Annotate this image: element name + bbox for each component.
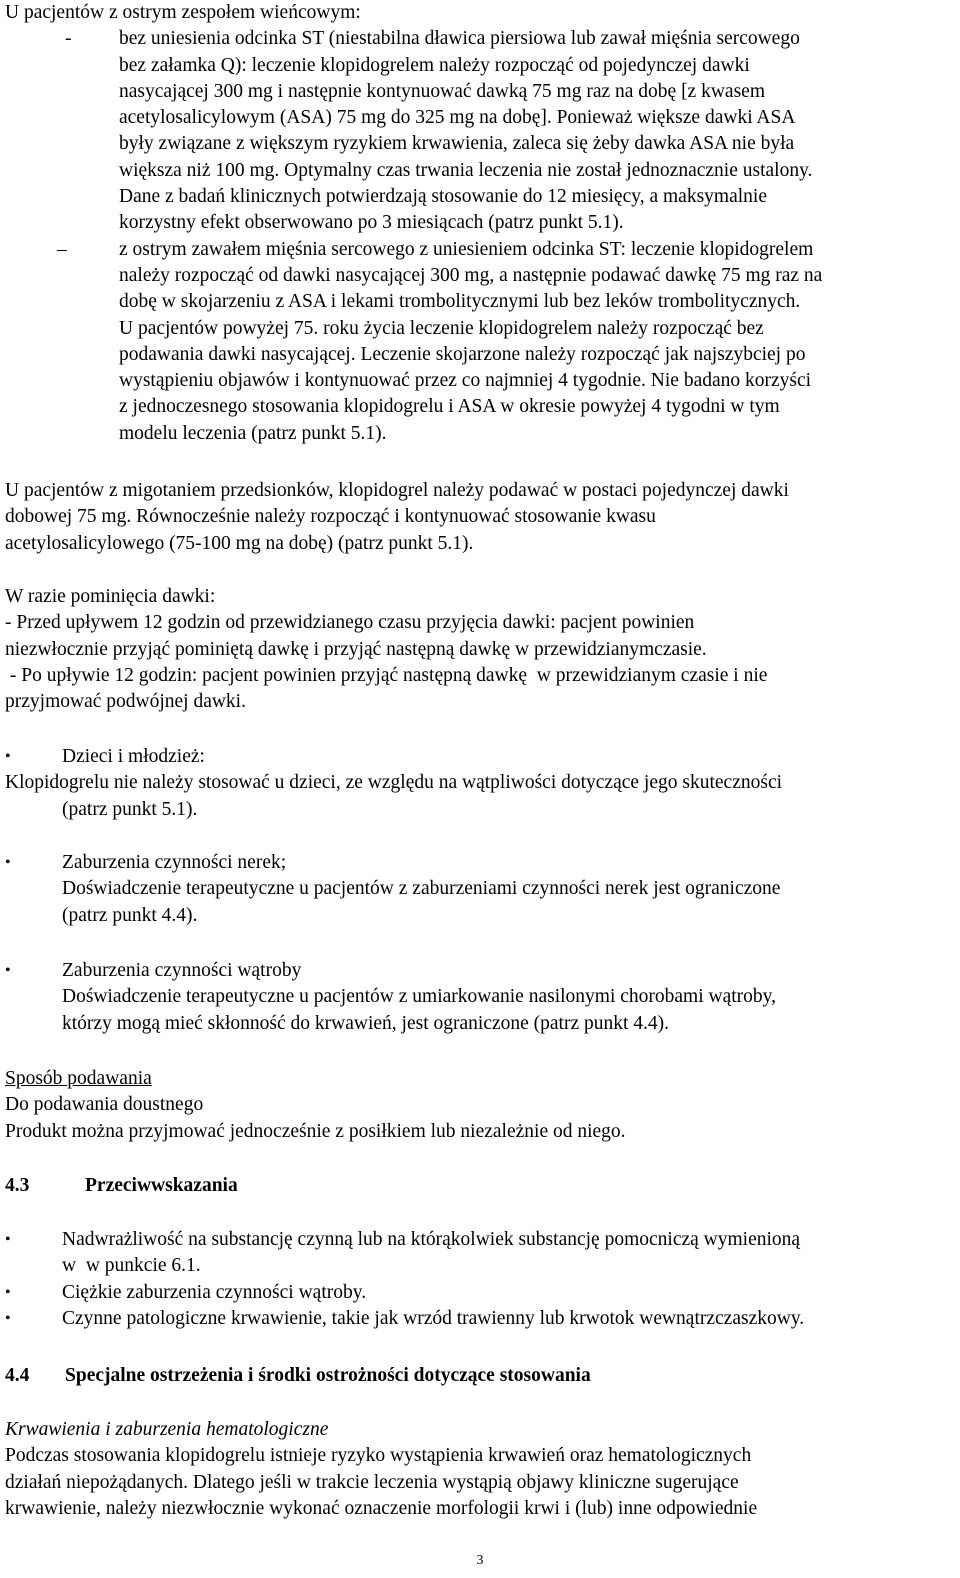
text-line: acetylosalicylowego (75-100 mg na dobę) (patrz punkt 5.1). xyxy=(5,532,474,554)
acs-item-stemi xyxy=(5,237,955,447)
bullet-icon: • xyxy=(5,748,11,765)
text-line: Do podawania doustnego xyxy=(5,1094,204,1116)
section-heading xyxy=(5,1363,955,1389)
text-line: wystąpieniu objawów i kontynuować przez co najmniej 4 tygodnie. Nie badano korzyści xyxy=(119,370,812,392)
text-line: bez uniesienia odcinka ST (niestabilna dławica piersiowa lub zawał mięśnia sercowego xyxy=(119,28,800,50)
bullet-icon: • xyxy=(5,1309,11,1327)
text-line: dobę w skojarzeniu z ASA i lekami trombolitycznymi lub bez leków trombolitycznych. xyxy=(119,291,801,313)
text-line: - Przed upływem 12 godzin od przewidzianego czasu przyjęcia dawki: pacjent powinien xyxy=(5,612,695,634)
text-line: (patrz punkt 5.1). xyxy=(62,798,198,820)
text-line: z jednoczesnego stosowania klopidogrelu i ASA w okresie powyżej 4 tygodni w tym xyxy=(119,396,780,418)
section-number: 4.4 xyxy=(5,1365,30,1386)
section-heading xyxy=(5,1173,955,1199)
children-section xyxy=(5,744,955,823)
text-line: Nadwrażliwość na substancję czynną lub na którąkolwiek substancję pomocniczą wymienioną xyxy=(62,1229,801,1250)
text-line: W razie pominięcia dawki: xyxy=(5,586,216,607)
bullet-item xyxy=(5,1280,955,1306)
text-line: Podczas stosowania klopidogrelu istnieje ryzyko wystąpienia krwawień oraz hematologicznych xyxy=(5,1445,752,1467)
text-line: Doświadczenie terapeutyczne u pacjentów z zaburzeniami czynności nerek jest ograniczone xyxy=(62,878,781,900)
text-line: Klopidogrelu nie należy stosować u dzieci, ze względu na wątpliwości dotyczące jego skuteczności xyxy=(5,772,783,794)
acs-intro: U pacjentów z ostrym zespołem wieńcowym: xyxy=(5,2,361,23)
acs-item-nstemi xyxy=(5,26,955,236)
text-line: Ciężkie zaburzenia czynności wątroby. xyxy=(62,1281,367,1303)
section-4-3 xyxy=(5,1173,955,1199)
bullet-icon: • xyxy=(5,1231,11,1248)
text-line: w w punkcie 6.1. xyxy=(62,1255,201,1277)
bullet-icon: • xyxy=(5,962,11,979)
text-line: dobowej 75 mg. Równocześnie należy rozpocząć i kontynuować stosowanie kwasu xyxy=(5,506,656,528)
bullet-item xyxy=(5,958,955,1037)
hepatic-title: Zaburzenia czynności wątroby xyxy=(62,960,302,981)
text-line: należy rozpocząć od dawki nasycającej 300 mg, a następnie podawać dawkę 75 mg raz na xyxy=(119,264,823,286)
section-4-4 xyxy=(5,1363,955,1389)
text-line: niezwłocznie przyjąć pominiętą dawkę i przyjąć następną dawkę w przewidzianymczasie. xyxy=(5,638,707,660)
bleeding-section xyxy=(5,1417,955,1522)
text-line: Doświadczenie terapeutyczne u pacjentów z umiarkowanie nasilonymi chorobami wątroby, xyxy=(62,986,777,1008)
text-line: krwawienie, należy niezwłocznie wykonać oznaczenie morfologii krwi i (lub) inne odpowiednie xyxy=(5,1497,758,1519)
text-line: którzy mogą mieć skłonność do krwawień, jest ograniczone (patrz punkt 4.4). xyxy=(62,1012,670,1034)
renal-title: Zaburzenia czynności nerek; xyxy=(62,852,287,873)
text-line: działań niepożądanych. Dlatego jeśli w trakcie leczenia wystąpią objawy kliniczne sugerujące xyxy=(5,1471,739,1493)
text-line: z ostrym zawałem mięśnia sercowego z uniesieniem odcinka ST: leczenie klopidogrelem xyxy=(119,238,814,260)
text-line: Czynne patologiczne krwawienie, takie jak wrzód trawienny lub krwotok wewnątrzczaszkowy. xyxy=(62,1307,805,1329)
bullet-item xyxy=(5,1306,955,1332)
bullet-icon: • xyxy=(5,854,11,871)
section-title: Specjalne ostrzeżenia i środki ostrożności dotyczące stosowania xyxy=(65,1365,591,1386)
text-line: Produkt można przyjmować jednocześnie z posiłkiem lub niezależnie od niego. xyxy=(5,1120,626,1142)
text-line: większa niż 100 mg. Optymalny czas trwania leczenia nie został jednoznacznie ustalony. xyxy=(119,159,813,181)
page-number: 3 xyxy=(476,1553,484,1568)
text-line: nasycającej 300 mg i następnie kontynuować dawką 75 mg raz na dobę [z kwasem xyxy=(119,80,765,102)
text-line: modelu leczenia (patrz punkt 5.1). xyxy=(119,422,387,444)
text-line: były związane z większym ryzykiem krwawienia, zaleca się żeby dawka ASA nie była xyxy=(119,133,795,155)
dash-marker: – xyxy=(57,238,67,260)
text-line: acetylosalicylowym (ASA) 75 mg do 325 mg na dobę]. Ponieważ większe dawki ASA xyxy=(119,107,796,129)
text-line: U pacjentów z migotaniem przedsionków, klopidogrel należy podawać w postaci pojedynczej dawki xyxy=(5,480,789,501)
text-line: korzystny efekt obserwowano po 3 miesiącach (patrz punkt 5.1). xyxy=(119,212,624,234)
renal-section xyxy=(5,850,955,929)
text-line: podawania dawki nasycającej. Leczenie skojarzone należy rozpocząć jak najszybciej po xyxy=(119,343,806,365)
bullet-icon: • xyxy=(5,1283,11,1301)
section-number: 4.3 xyxy=(5,1175,30,1196)
acs-section xyxy=(5,0,955,447)
text-line: - Po upływie 12 godzin: pacjent powinien przyjąć następną dawkę w przewidzianym czasie i nie xyxy=(5,664,768,686)
children-title: Dzieci i młodzież: xyxy=(62,746,205,767)
hepatic-section xyxy=(5,958,955,1037)
bullet-item xyxy=(5,850,955,929)
missed-dose-section xyxy=(5,584,955,715)
bullet-item xyxy=(5,744,955,770)
dash-marker: - xyxy=(65,28,72,50)
contraindications-list xyxy=(5,1227,955,1332)
text-line: Dane z badań klinicznych potwierdzają stosowanie do 12 miesięcy, a maksymalnie xyxy=(119,186,767,208)
text-line: U pacjentów powyżej 75. roku życia leczenie klopidogrelem należy rozpocząć bez xyxy=(119,317,764,339)
administration-section xyxy=(5,1066,955,1145)
bullet-item xyxy=(5,1227,955,1280)
text-line: (patrz punkt 4.4). xyxy=(62,904,198,926)
af-paragraph xyxy=(5,478,955,557)
text-line: bez załamka Q): leczenie klopidogrelem należy rozpocząć od pojedynczej dawki xyxy=(119,54,750,76)
bleeding-subheading: Krwawienia i zaburzenia hematologiczne xyxy=(5,1419,329,1440)
section-title: Przeciwwskazania xyxy=(85,1175,238,1196)
administration-heading: Sposób podawania xyxy=(5,1068,152,1089)
text-line: przyjmować podwójnej dawki. xyxy=(5,691,246,713)
